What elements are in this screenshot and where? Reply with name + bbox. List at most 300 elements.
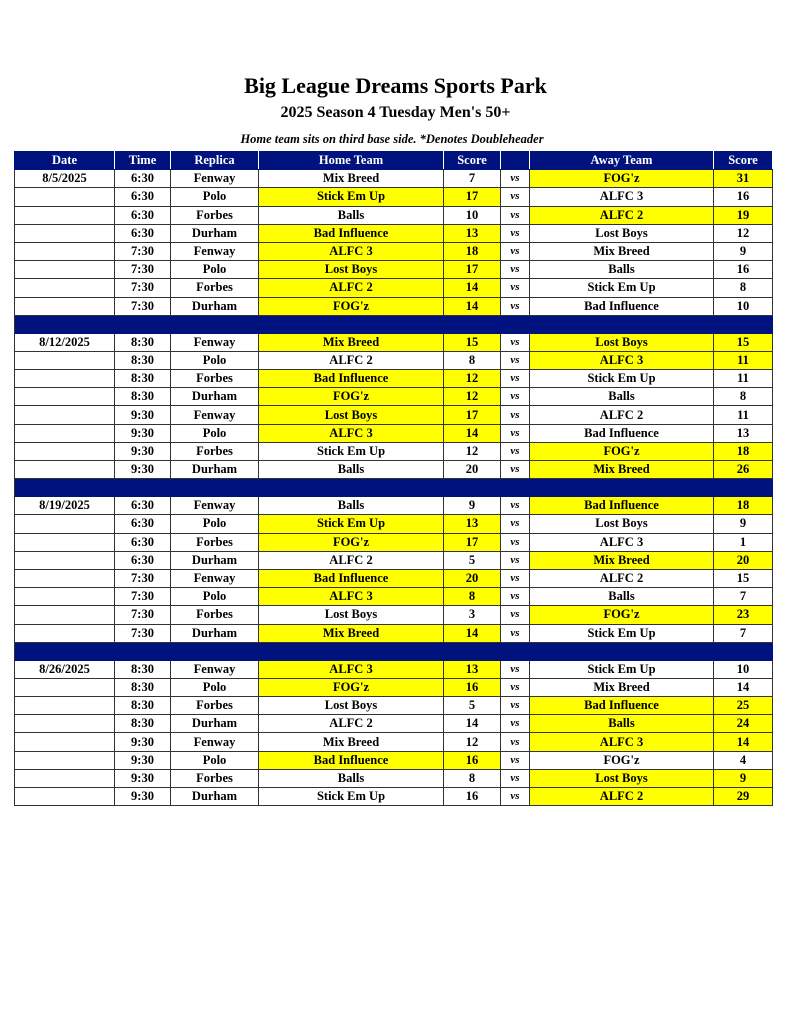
separator-cell	[501, 642, 530, 660]
game-row	[15, 224, 773, 242]
home-team-cell: Balls	[259, 461, 444, 479]
replica-cell: Forbes	[171, 697, 259, 715]
time-cell: 9:30	[115, 461, 171, 479]
home-score-cell: 17	[444, 406, 501, 424]
home-score-cell: 3	[444, 606, 501, 624]
home-team-cell: Stick Em Up	[259, 788, 444, 806]
time-cell: 7:30	[115, 624, 171, 642]
away-score-cell: 8	[714, 279, 773, 297]
date-cell	[15, 624, 115, 642]
replica-cell: Fenway	[171, 170, 259, 188]
away-team-cell: ALFC 2	[530, 569, 714, 587]
separator-cell	[714, 479, 773, 497]
vs-cell: vs	[501, 751, 530, 769]
away-team-cell: Mix Breed	[530, 551, 714, 569]
date-cell	[15, 751, 115, 769]
away-score-cell: 13	[714, 424, 773, 442]
time-cell: 8:30	[115, 715, 171, 733]
vs-cell: vs	[501, 624, 530, 642]
replica-cell: Forbes	[171, 442, 259, 460]
away-score-cell: 14	[714, 733, 773, 751]
away-team-cell: FOG'z	[530, 751, 714, 769]
time-cell: 8:30	[115, 351, 171, 369]
time-cell: 9:30	[115, 442, 171, 460]
away-team-cell: ALFC 2	[530, 788, 714, 806]
away-score-cell: 9	[714, 242, 773, 260]
vs-cell: vs	[501, 697, 530, 715]
separator-cell	[501, 315, 530, 333]
away-team-cell: Lost Boys	[530, 333, 714, 351]
away-team-cell: ALFC 2	[530, 406, 714, 424]
replica-cell: Forbes	[171, 606, 259, 624]
time-cell: 6:30	[115, 515, 171, 533]
date-cell	[15, 533, 115, 551]
vs-cell: vs	[501, 170, 530, 188]
replica-cell: Polo	[171, 515, 259, 533]
away-team-cell: Balls	[530, 388, 714, 406]
replica-cell: Fenway	[171, 733, 259, 751]
game-row	[15, 697, 773, 715]
date-cell	[15, 242, 115, 260]
separator-cell	[530, 642, 714, 660]
date-cell	[15, 588, 115, 606]
game-row	[15, 370, 773, 388]
away-score-cell: 25	[714, 697, 773, 715]
page-subtitle: 2025 Season 4 Tuesday Men's 50+	[280, 104, 511, 121]
replica-cell: Polo	[171, 261, 259, 279]
separator-cell	[115, 642, 171, 660]
away-score-cell: 11	[714, 351, 773, 369]
home-score-cell: 14	[444, 715, 501, 733]
home-team-cell: FOG'z	[259, 297, 444, 315]
away-team-cell: FOG'z	[530, 170, 714, 188]
separator-cell	[171, 642, 259, 660]
replica-cell: Fenway	[171, 497, 259, 515]
vs-cell: vs	[501, 769, 530, 787]
away-team-cell: Balls	[530, 715, 714, 733]
replica-cell: Forbes	[171, 279, 259, 297]
away-team-cell: FOG'z	[530, 606, 714, 624]
away-score-cell: 8	[714, 388, 773, 406]
game-row	[15, 569, 773, 587]
vs-cell: vs	[501, 351, 530, 369]
time-cell: 6:30	[115, 224, 171, 242]
home-team-cell: ALFC 2	[259, 715, 444, 733]
home-team-cell: Balls	[259, 769, 444, 787]
home-score-cell: 12	[444, 442, 501, 460]
vs-cell: vs	[501, 660, 530, 678]
separator-cell	[15, 315, 115, 333]
away-score-cell: 11	[714, 370, 773, 388]
away-score-cell: 16	[714, 188, 773, 206]
away-score-cell: 31	[714, 170, 773, 188]
vs-cell: vs	[501, 533, 530, 551]
time-cell: 6:30	[115, 188, 171, 206]
replica-cell: Durham	[171, 715, 259, 733]
vs-cell: vs	[501, 297, 530, 315]
away-team-cell: Bad Influence	[530, 424, 714, 442]
replica-cell: Forbes	[171, 206, 259, 224]
time-cell: 9:30	[115, 424, 171, 442]
home-score-cell: 20	[444, 461, 501, 479]
separator-cell	[259, 642, 444, 660]
time-cell: 6:30	[115, 206, 171, 224]
vs-cell: vs	[501, 442, 530, 460]
home-team-cell: ALFC 2	[259, 351, 444, 369]
away-team-cell: Balls	[530, 261, 714, 279]
home-team-cell: Balls	[259, 497, 444, 515]
away-team-cell: ALFC 3	[530, 351, 714, 369]
replica-cell: Durham	[171, 461, 259, 479]
home-score-cell: 13	[444, 515, 501, 533]
game-row	[15, 424, 773, 442]
home-score-cell: 8	[444, 588, 501, 606]
home-score-cell: 14	[444, 624, 501, 642]
away-team-cell: ALFC 3	[530, 188, 714, 206]
time-cell: 7:30	[115, 242, 171, 260]
away-score-cell: 1	[714, 533, 773, 551]
home-team-cell: Bad Influence	[259, 370, 444, 388]
date-cell	[15, 442, 115, 460]
vs-cell: vs	[501, 588, 530, 606]
home-team-cell: Mix Breed	[259, 333, 444, 351]
separator-cell	[444, 642, 501, 660]
game-row	[15, 624, 773, 642]
home-team-cell: Stick Em Up	[259, 442, 444, 460]
replica-cell: Forbes	[171, 769, 259, 787]
vs-cell: vs	[501, 606, 530, 624]
home-team-cell: Lost Boys	[259, 261, 444, 279]
away-score-cell: 18	[714, 497, 773, 515]
schedule-table	[14, 151, 773, 806]
time-cell: 8:30	[115, 697, 171, 715]
game-row	[15, 351, 773, 369]
vs-cell: vs	[501, 188, 530, 206]
home-team-cell: Mix Breed	[259, 733, 444, 751]
home-team-cell: ALFC 3	[259, 660, 444, 678]
home-team-cell: Stick Em Up	[259, 515, 444, 533]
away-team-cell: Mix Breed	[530, 678, 714, 696]
home-team-cell: ALFC 3	[259, 424, 444, 442]
game-row	[15, 461, 773, 479]
time-cell: 7:30	[115, 569, 171, 587]
game-row	[15, 333, 773, 351]
home-team-cell: FOG'z	[259, 533, 444, 551]
time-cell: 9:30	[115, 733, 171, 751]
col-header-away-score: Score	[714, 152, 773, 170]
home-team-cell: FOG'z	[259, 388, 444, 406]
away-score-cell: 10	[714, 660, 773, 678]
away-team-cell: Mix Breed	[530, 461, 714, 479]
home-score-cell: 12	[444, 388, 501, 406]
game-row	[15, 261, 773, 279]
away-score-cell: 26	[714, 461, 773, 479]
away-team-cell: ALFC 2	[530, 206, 714, 224]
date-cell	[15, 788, 115, 806]
home-team-cell: Stick Em Up	[259, 188, 444, 206]
game-row	[15, 297, 773, 315]
time-cell: 9:30	[115, 406, 171, 424]
replica-cell: Fenway	[171, 406, 259, 424]
away-score-cell: 7	[714, 624, 773, 642]
away-team-cell: Stick Em Up	[530, 279, 714, 297]
home-score-cell: 12	[444, 370, 501, 388]
away-score-cell: 12	[714, 224, 773, 242]
replica-cell: Durham	[171, 551, 259, 569]
separator-cell	[714, 315, 773, 333]
separator-cell	[15, 479, 115, 497]
date-cell	[15, 424, 115, 442]
week-separator-row	[15, 315, 773, 333]
vs-cell: vs	[501, 242, 530, 260]
replica-cell: Polo	[171, 424, 259, 442]
game-row	[15, 751, 773, 769]
vs-cell: vs	[501, 678, 530, 696]
game-row	[15, 406, 773, 424]
separator-cell	[171, 315, 259, 333]
date-cell	[15, 769, 115, 787]
home-team-cell: ALFC 3	[259, 242, 444, 260]
away-team-cell: Stick Em Up	[530, 624, 714, 642]
home-team-cell: Lost Boys	[259, 697, 444, 715]
home-team-cell: Bad Influence	[259, 569, 444, 587]
col-header-time: Time	[115, 152, 171, 170]
time-cell: 8:30	[115, 388, 171, 406]
away-team-cell: Mix Breed	[530, 242, 714, 260]
separator-cell	[714, 642, 773, 660]
game-row	[15, 242, 773, 260]
separator-cell	[15, 642, 115, 660]
time-cell: 8:30	[115, 333, 171, 351]
replica-cell: Durham	[171, 388, 259, 406]
vs-cell: vs	[501, 715, 530, 733]
game-row	[15, 715, 773, 733]
date-cell	[15, 206, 115, 224]
col-header-away-team: Away Team	[530, 152, 714, 170]
replica-cell: Fenway	[171, 242, 259, 260]
week-separator-row	[15, 479, 773, 497]
away-score-cell: 19	[714, 206, 773, 224]
time-cell: 9:30	[115, 788, 171, 806]
time-cell: 8:30	[115, 660, 171, 678]
game-row	[15, 660, 773, 678]
date-cell	[15, 569, 115, 587]
home-team-cell: Mix Breed	[259, 170, 444, 188]
date-cell	[15, 370, 115, 388]
date-cell	[15, 297, 115, 315]
time-cell: 6:30	[115, 533, 171, 551]
home-team-cell: ALFC 2	[259, 551, 444, 569]
away-team-cell: Lost Boys	[530, 515, 714, 533]
time-cell: 9:30	[115, 769, 171, 787]
table-header-row	[15, 152, 773, 170]
vs-cell: vs	[501, 733, 530, 751]
replica-cell: Polo	[171, 751, 259, 769]
away-score-cell: 9	[714, 515, 773, 533]
away-score-cell: 29	[714, 788, 773, 806]
vs-cell: vs	[501, 424, 530, 442]
home-score-cell: 16	[444, 788, 501, 806]
vs-cell: vs	[501, 406, 530, 424]
away-team-cell: Bad Influence	[530, 497, 714, 515]
schedule-note: Home team sits on third base side. *Denotes Doubleheader	[240, 132, 544, 146]
date-cell	[15, 224, 115, 242]
time-cell: 8:30	[115, 678, 171, 696]
replica-cell: Durham	[171, 224, 259, 242]
replica-cell: Polo	[171, 678, 259, 696]
vs-cell: vs	[501, 279, 530, 297]
game-row	[15, 588, 773, 606]
away-team-cell: ALFC 3	[530, 533, 714, 551]
time-cell: 7:30	[115, 588, 171, 606]
col-header-vs	[501, 152, 530, 170]
date-cell: 8/26/2025	[15, 660, 115, 678]
home-score-cell: 8	[444, 769, 501, 787]
home-score-cell: 5	[444, 697, 501, 715]
replica-cell: Durham	[171, 788, 259, 806]
game-row	[15, 533, 773, 551]
home-team-cell: Bad Influence	[259, 224, 444, 242]
game-row	[15, 279, 773, 297]
away-score-cell: 20	[714, 551, 773, 569]
away-score-cell: 23	[714, 606, 773, 624]
away-score-cell: 7	[714, 588, 773, 606]
time-cell: 7:30	[115, 279, 171, 297]
vs-cell: vs	[501, 515, 530, 533]
vs-cell: vs	[501, 370, 530, 388]
separator-cell	[259, 479, 444, 497]
game-row	[15, 497, 773, 515]
game-row	[15, 442, 773, 460]
away-team-cell: Stick Em Up	[530, 660, 714, 678]
home-score-cell: 8	[444, 351, 501, 369]
home-score-cell: 9	[444, 497, 501, 515]
replica-cell: Fenway	[171, 660, 259, 678]
away-score-cell: 14	[714, 678, 773, 696]
away-team-cell: Bad Influence	[530, 697, 714, 715]
home-team-cell: Lost Boys	[259, 606, 444, 624]
separator-cell	[530, 479, 714, 497]
vs-cell: vs	[501, 388, 530, 406]
vs-cell: vs	[501, 461, 530, 479]
home-team-cell: Balls	[259, 206, 444, 224]
away-team-cell: Stick Em Up	[530, 370, 714, 388]
replica-cell: Polo	[171, 351, 259, 369]
separator-cell	[501, 479, 530, 497]
home-score-cell: 14	[444, 297, 501, 315]
home-team-cell: Lost Boys	[259, 406, 444, 424]
time-cell: 8:30	[115, 370, 171, 388]
vs-cell: vs	[501, 224, 530, 242]
home-score-cell: 13	[444, 660, 501, 678]
time-cell: 7:30	[115, 297, 171, 315]
game-row	[15, 769, 773, 787]
date-cell	[15, 515, 115, 533]
vs-cell: vs	[501, 551, 530, 569]
away-team-cell: Lost Boys	[530, 224, 714, 242]
away-team-cell: ALFC 3	[530, 733, 714, 751]
home-score-cell: 5	[444, 551, 501, 569]
time-cell: 6:30	[115, 170, 171, 188]
replica-cell: Fenway	[171, 569, 259, 587]
away-score-cell: 10	[714, 297, 773, 315]
home-score-cell: 16	[444, 678, 501, 696]
vs-cell: vs	[501, 206, 530, 224]
game-row	[15, 170, 773, 188]
date-cell	[15, 351, 115, 369]
week-separator-row	[15, 642, 773, 660]
home-score-cell: 15	[444, 333, 501, 351]
home-score-cell: 14	[444, 424, 501, 442]
away-team-cell: Bad Influence	[530, 297, 714, 315]
away-team-cell: FOG'z	[530, 442, 714, 460]
home-score-cell: 16	[444, 751, 501, 769]
schedule-body	[15, 170, 773, 806]
away-score-cell: 9	[714, 769, 773, 787]
date-cell	[15, 188, 115, 206]
home-score-cell: 18	[444, 242, 501, 260]
date-cell	[15, 406, 115, 424]
col-header-date: Date	[15, 152, 115, 170]
game-row	[15, 606, 773, 624]
date-cell	[15, 697, 115, 715]
separator-cell	[444, 315, 501, 333]
home-score-cell: 7	[444, 170, 501, 188]
separator-cell	[115, 315, 171, 333]
time-cell: 6:30	[115, 497, 171, 515]
replica-cell: Durham	[171, 297, 259, 315]
away-score-cell: 16	[714, 261, 773, 279]
away-score-cell: 11	[714, 406, 773, 424]
vs-cell: vs	[501, 333, 530, 351]
date-cell	[15, 388, 115, 406]
col-header-home-score: Score	[444, 152, 501, 170]
home-team-cell: ALFC 3	[259, 588, 444, 606]
home-team-cell: ALFC 2	[259, 279, 444, 297]
home-score-cell: 17	[444, 188, 501, 206]
home-team-cell: Bad Influence	[259, 751, 444, 769]
date-cell	[15, 261, 115, 279]
vs-cell: vs	[501, 788, 530, 806]
replica-cell: Polo	[171, 588, 259, 606]
col-header-home-team: Home Team	[259, 152, 444, 170]
game-row	[15, 515, 773, 533]
vs-cell: vs	[501, 569, 530, 587]
date-cell: 8/5/2025	[15, 170, 115, 188]
replica-cell: Polo	[171, 188, 259, 206]
time-cell: 6:30	[115, 551, 171, 569]
home-score-cell: 10	[444, 206, 501, 224]
home-score-cell: 12	[444, 733, 501, 751]
away-score-cell: 18	[714, 442, 773, 460]
away-score-cell: 15	[714, 569, 773, 587]
date-cell	[15, 733, 115, 751]
separator-cell	[171, 479, 259, 497]
away-score-cell: 4	[714, 751, 773, 769]
time-cell: 7:30	[115, 606, 171, 624]
game-row	[15, 188, 773, 206]
col-header-replica: Replica	[171, 152, 259, 170]
date-cell	[15, 715, 115, 733]
date-cell	[15, 606, 115, 624]
away-score-cell: 15	[714, 333, 773, 351]
date-cell: 8/12/2025	[15, 333, 115, 351]
date-cell	[15, 279, 115, 297]
vs-cell: vs	[501, 261, 530, 279]
replica-cell: Forbes	[171, 370, 259, 388]
game-row	[15, 733, 773, 751]
game-row	[15, 388, 773, 406]
